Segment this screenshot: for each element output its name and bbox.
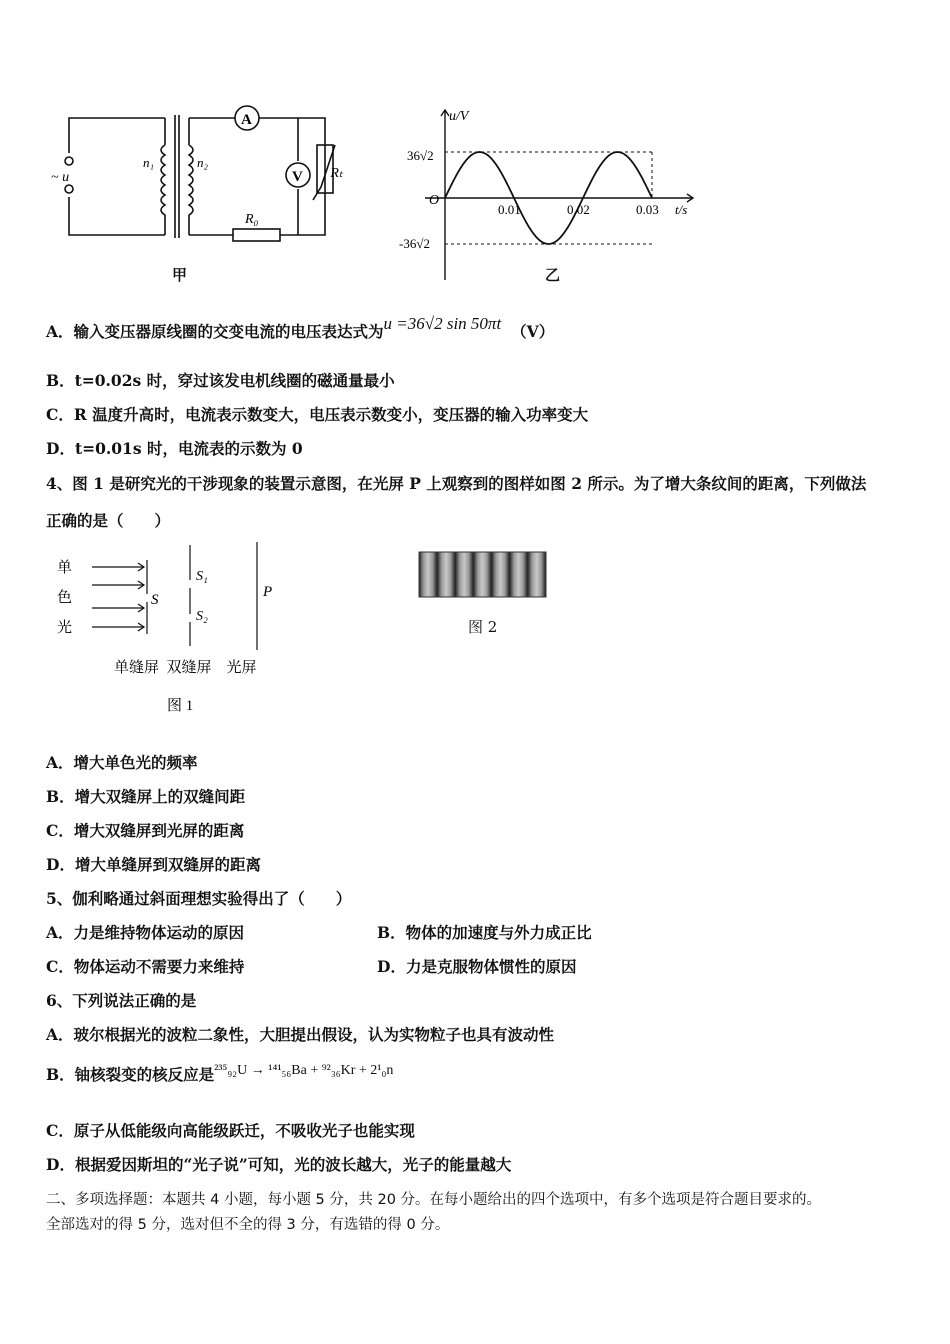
- q4-option-c: C．增大双缝屏到光屏的距离: [46, 821, 245, 840]
- q6-option-b-formula: ²³⁵₉₂U → ¹⁴¹₅₆Ba + ⁹²₃₆Kr + 2¹₀n: [214, 1063, 394, 1078]
- q3-option-d: D．t=0.01s 时，电流表的示数为 0: [46, 439, 303, 458]
- q4-stem-line1: 4、图 1 是研究光的干涉现象的装置示意图，在光屏 P 上观察到的图样如图 2 所示。为了增大条纹间的距离，下列做法: [46, 474, 867, 493]
- q4-stem-line2: 正确的是（ ）: [46, 511, 171, 530]
- q6-option-d: D．根据爱因斯坦的“光子说”可知，光的波长越大，光子的能量越大: [46, 1155, 512, 1174]
- r0-label: R₀: [245, 212, 259, 227]
- origin-label: O: [429, 193, 440, 208]
- y-axis-label: u/V: [449, 109, 469, 124]
- q3-option-a-text: A．输入变压器原线圈的交变电流的电压表达式为: [46, 322, 384, 341]
- q6-option-b-text: B．铀核裂变的核反应是: [46, 1065, 215, 1084]
- q5-stem: 5、伽利略通过斜面理想实验得出了（ ）: [46, 889, 352, 908]
- interference-pattern-image: [419, 552, 546, 597]
- section2-line2: 全部选对的得 5 分，选对但不全的得 3 分，有选错的得 0 分。: [46, 1217, 450, 1233]
- source-label: ~ u: [51, 170, 70, 185]
- q6-option-c: C．原子从低能级向高能级跃迁，不吸收光子也能实现: [46, 1121, 415, 1140]
- light-char-2: 色: [57, 590, 73, 606]
- q3-option-a-unit: （V）: [511, 322, 555, 341]
- interference-setup-figure: [50, 540, 290, 720]
- q3-option-c: C．R 温度升高时，电流表示数变大，电压表示数变小，变压器的输入功率变大: [46, 405, 589, 424]
- q5-option-b: B．物体的加速度与外力成正比: [377, 923, 592, 942]
- x-tick-label: 0.01: [498, 202, 521, 217]
- q3-option-b: B．t=0.02s 时，穿过该发电机线圈的磁通量最小: [46, 371, 395, 390]
- fig2-caption: 图 2: [468, 618, 498, 636]
- circuit-caption: 甲: [172, 266, 188, 284]
- x-tick-label: 0.03: [636, 202, 659, 217]
- q6-option-b: [46, 1063, 393, 1085]
- q6-option-a: A．玻尔根据光的波粒二象性，大胆提出假设，认为实物粒子也具有波动性: [46, 1025, 555, 1044]
- n2-label: n₂: [197, 155, 209, 170]
- screen-p-label: P: [263, 584, 273, 600]
- section2-line1: 二、多项选择题：本题共 4 小题，每小题 5 分，共 20 分。在每小题给出的四个选项中，有多个选项是符合题目要求的。: [46, 1192, 822, 1208]
- x-axis-label: t/s: [675, 202, 688, 217]
- light-char-3: 光: [57, 620, 73, 636]
- ammeter-label: A: [241, 112, 252, 128]
- rt-label: Rₜ: [330, 166, 343, 181]
- slit-s1-label: S₁: [196, 569, 208, 584]
- y-min-label: -36√2: [399, 236, 430, 251]
- x-tick-label: 0.02: [567, 202, 590, 217]
- slit-s2-label: S₂: [196, 609, 208, 624]
- fig1-caption: 图 1: [167, 698, 194, 714]
- transformer-circuit-figure: [51, 105, 343, 290]
- voltage-waveform-chart: [395, 100, 705, 290]
- q4-option-b: B．增大双缝屏上的双缝间距: [46, 787, 246, 806]
- q5-option-a: A．力是维持物体运动的原因: [46, 923, 245, 942]
- q3-option-a-formula: u =36√2 sin 50πt: [383, 314, 502, 333]
- q5-option-d: D．力是克服物体惯性的原因: [377, 957, 577, 976]
- y-max-label: 36√2: [407, 148, 434, 163]
- waveform-caption: 乙: [545, 266, 561, 284]
- q4-option-a: A．增大单色光的频率: [46, 753, 198, 772]
- slit-s-label: S: [151, 592, 159, 608]
- voltmeter-label: V: [292, 169, 303, 185]
- q4-option-d: D．增大单缝屏到双缝屏的距离: [46, 855, 261, 874]
- n1-label: n₁: [143, 155, 155, 170]
- light-char-1: 单: [57, 560, 73, 576]
- screens-label: 单缝屏 双缝屏 光屏: [114, 660, 257, 676]
- q3-option-a: [46, 314, 555, 342]
- q5-option-c: C．物体运动不需要力来维持: [46, 957, 245, 976]
- q6-stem: 6、下列说法正确的是: [46, 991, 197, 1010]
